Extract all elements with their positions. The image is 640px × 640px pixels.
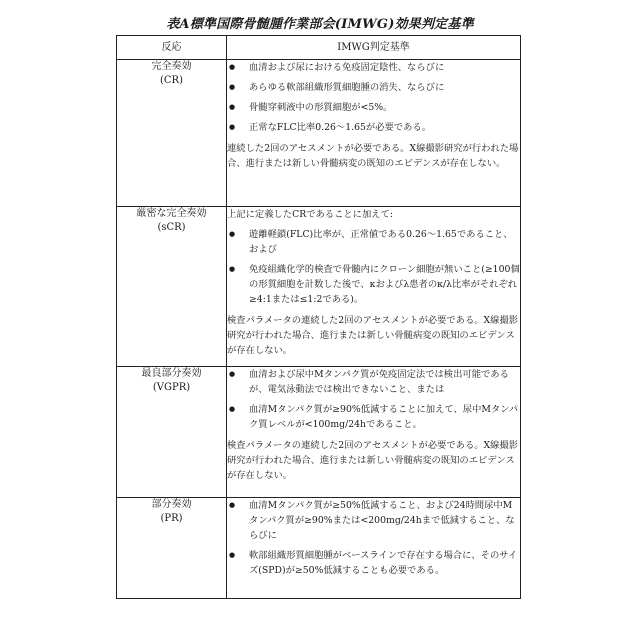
- response-name: 部分奏効: [117, 498, 226, 512]
- response-cell: [117, 60, 227, 207]
- table-row-vgpr: [117, 367, 521, 498]
- response-name: 厳密な完全奏効: [117, 207, 226, 221]
- response-name: 最良部分奏効: [117, 367, 226, 381]
- criteria-bullet-list: [227, 367, 520, 432]
- criteria-bullet: ● 血清Mタンパク質が≥50%低減すること、および24時間尿中Mタンパク質が≥90%または<200mg/24hまで低減すること、ならびに: [227, 498, 520, 543]
- criteria-cell: [227, 498, 521, 599]
- table-row-cr: [117, 60, 521, 207]
- criteria-bullet-list: [227, 60, 520, 135]
- criteria-bullet-list: [227, 498, 520, 578]
- response-cell: [117, 498, 227, 599]
- criteria-note: 連続した2回のアセスメントが必要である。X線撮影研究が行われた場合、進行または新しい骨髄病変の既知のエビデンスが存在しない。: [227, 141, 520, 171]
- criteria-cell: [227, 207, 521, 367]
- table-title: 表A標準国際骨髄腫作業部会(IMWG)効果判定基準: [0, 13, 640, 32]
- response-abbr: (PR): [117, 512, 226, 526]
- criteria-bullet: ● 血清Mタンパク質が≥90%低減することに加えて、尿中Mタンパク質レベルが<100mg/24hであること。: [227, 402, 520, 432]
- criteria-intro: 上記に定義したCRであることに加えて:: [227, 207, 520, 222]
- response-cell: [117, 367, 227, 498]
- criteria-bullet: ● 血清および尿中Mタンパク質が免疫固定法では検出可能であるが、電気泳動法では検出できないこと、または: [227, 367, 520, 397]
- response-cell: [117, 207, 227, 367]
- criteria-bullet: ● あらゆる軟部組織形質細胞腫の消失、ならびに: [227, 80, 520, 95]
- criteria-bullet: ● 遊離軽鎖(FLC)比率が、正常値である0.26〜1.65であること、および: [227, 227, 520, 257]
- header-response: 反応: [117, 36, 227, 60]
- table-row-pr: [117, 498, 521, 599]
- response-abbr: (CR): [117, 74, 226, 88]
- criteria-bullet-list: [227, 227, 520, 307]
- criteria-bullet: ● 軟部組織形質細胞腫がベースラインで存在する場合に、そのサイズ(SPD)が≥50%低減することも必要である。: [227, 548, 520, 578]
- header-row: [117, 36, 521, 60]
- header-criteria: IMWG判定基準: [227, 36, 521, 60]
- response-abbr: (VGPR): [117, 381, 226, 395]
- imwg-criteria-table: [116, 35, 521, 599]
- criteria-bullet: ● 血清および尿における免疫固定陰性、ならびに: [227, 60, 520, 75]
- table-row-scr: [117, 207, 521, 367]
- criteria-cell: [227, 367, 521, 498]
- criteria-note: 検査パラメータの連続した2回のアセスメントが必要である。X線撮影研究が行われた場合、進行または新しい骨髄病変の既知のエビデンスが存在しない。: [227, 313, 520, 358]
- response-abbr: (sCR): [117, 221, 226, 235]
- response-name: 完全奏効: [117, 60, 226, 74]
- criteria-note: 検査パラメータの連続した2回のアセスメントが必要である。X線撮影研究が行われた場合、進行または新しい骨髄病変の既知のエビデンスが存在しない。: [227, 438, 520, 483]
- criteria-cell: [227, 60, 521, 207]
- criteria-bullet: ● 正常なFLC比率0.26〜1.65が必要である。: [227, 120, 520, 135]
- criteria-bullet: ● 免疫組織化学的検査で骨髄内にクローン細胞が無いこと(≥100個の形質細胞を計数した後で、κおよびλ患者のκ/λ比率がそれぞれ≥4:1または≤1:2である)。: [227, 262, 520, 307]
- criteria-bullet: ● 骨髄穿刺液中の形質細胞が<5%。: [227, 100, 520, 115]
